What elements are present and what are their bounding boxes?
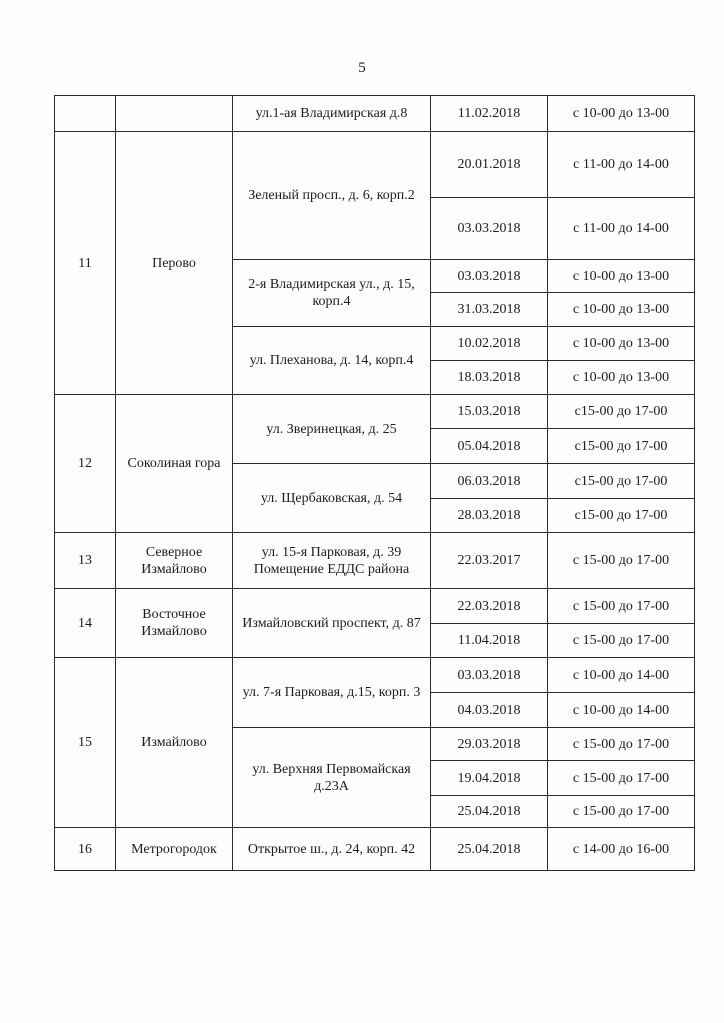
time-cell: с 10-00 до 14-00	[548, 658, 695, 693]
time-cell: с 15-00 до 17-00	[548, 761, 695, 796]
address-cell: 2-я Владимирская ул., д. 15, корп.4	[233, 260, 431, 327]
time-cell: с 15-00 до 17-00	[548, 624, 695, 658]
schedule-table	[54, 95, 695, 871]
date-cell: 03.03.2018	[431, 658, 548, 693]
date-cell: 29.03.2018	[431, 728, 548, 761]
date-cell: 11.02.2018	[431, 96, 548, 132]
date-cell: 03.03.2018	[431, 260, 548, 293]
table-row	[55, 96, 695, 132]
district-cell: Соколиная гора	[116, 395, 233, 533]
date-cell: 25.04.2018	[431, 828, 548, 871]
date-cell: 18.03.2018	[431, 361, 548, 395]
date-cell: 04.03.2018	[431, 693, 548, 728]
date-cell: 31.03.2018	[431, 293, 548, 327]
address-cell: ул. 15-я Парковая, д. 39 Помещение ЕДДС района	[233, 533, 431, 589]
time-cell: с 15-00 до 17-00	[548, 589, 695, 624]
date-cell: 25.04.2018	[431, 796, 548, 828]
time-cell: с 15-00 до 17-00	[548, 533, 695, 589]
date-cell: 15.03.2018	[431, 395, 548, 429]
row-number: 14	[55, 589, 116, 658]
time-cell: с 10-00 до 14-00	[548, 693, 695, 728]
time-cell: с15-00 до 17-00	[548, 395, 695, 429]
district-cell: Перово	[116, 132, 233, 395]
time-cell: с 11-00 до 14-00	[548, 132, 695, 198]
table-row	[55, 589, 695, 624]
time-cell: с 15-00 до 17-00	[548, 728, 695, 761]
address-cell: Зеленый просп., д. 6, корп.2	[233, 132, 431, 260]
address-cell: ул. Плеханова, д. 14, корп.4	[233, 327, 431, 395]
table-row	[55, 132, 695, 198]
page-number: 5	[358, 60, 366, 76]
date-cell: 20.01.2018	[431, 132, 548, 198]
date-cell: 28.03.2018	[431, 499, 548, 533]
date-cell: 05.04.2018	[431, 429, 548, 464]
table-row	[55, 658, 695, 693]
row-number: 13	[55, 533, 116, 589]
address-cell: ул. Зверинецкая, д. 25	[233, 395, 431, 464]
address-cell: Измайловский проспект, д. 87	[233, 589, 431, 658]
row-number: 12	[55, 395, 116, 533]
time-cell: с 15-00 до 17-00	[548, 796, 695, 828]
district-cell: Северное Измайлово	[116, 533, 233, 589]
date-cell: 10.02.2018	[431, 327, 548, 361]
date-cell: 11.04.2018	[431, 624, 548, 658]
date-cell: 06.03.2018	[431, 464, 548, 499]
time-cell: с15-00 до 17-00	[548, 464, 695, 499]
address-cell: ул.1-ая Владимирская д.8	[233, 96, 431, 132]
table-row	[55, 828, 695, 871]
time-cell: с 11-00 до 14-00	[548, 198, 695, 260]
date-cell: 22.03.2018	[431, 589, 548, 624]
address-cell: ул. Верхняя Первомайская д.23А	[233, 728, 431, 828]
row-number: 16	[55, 828, 116, 871]
district-cell: Метрогородок	[116, 828, 233, 871]
row-number: 15	[55, 658, 116, 828]
date-cell: 22.03.2017	[431, 533, 548, 589]
address-cell: ул. 7-я Парковая, д.15, корп. 3	[233, 658, 431, 728]
time-cell: с15-00 до 17-00	[548, 429, 695, 464]
date-cell: 03.03.2018	[431, 198, 548, 260]
table-row	[55, 395, 695, 429]
time-cell: с15-00 до 17-00	[548, 499, 695, 533]
time-cell: с 10-00 до 13-00	[548, 260, 695, 293]
row-number: 11	[55, 132, 116, 395]
time-cell: с 10-00 до 13-00	[548, 96, 695, 132]
district-cell: Восточное Измайлово	[116, 589, 233, 658]
district-cell	[116, 96, 233, 132]
time-cell: с 14-00 до 16-00	[548, 828, 695, 871]
time-cell: с 10-00 до 13-00	[548, 327, 695, 361]
time-cell: с 10-00 до 13-00	[548, 361, 695, 395]
table-row	[55, 533, 695, 589]
address-cell: Открытое ш., д. 24, корп. 42	[233, 828, 431, 871]
address-cell: ул. Щербаковская, д. 54	[233, 464, 431, 533]
row-number	[55, 96, 116, 132]
district-cell: Измайлово	[116, 658, 233, 828]
date-cell: 19.04.2018	[431, 761, 548, 796]
time-cell: с 10-00 до 13-00	[548, 293, 695, 327]
